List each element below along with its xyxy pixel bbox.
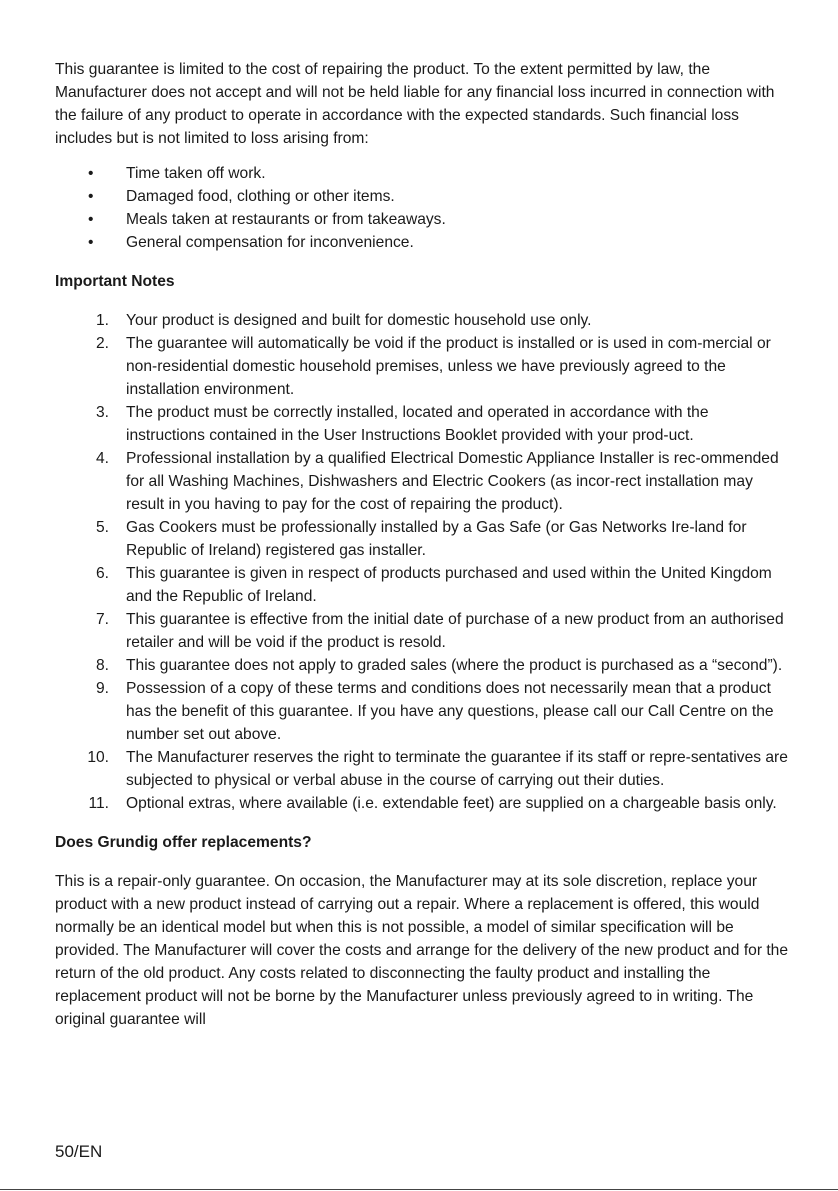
list-item — [55, 792, 790, 815]
list-item-text: Meals taken at restaurants or from takeaways. — [126, 211, 446, 228]
list-item-text: Your product is designed and built for domestic household use only. — [126, 312, 592, 329]
list-item-number: 10. — [87, 749, 109, 766]
list-item — [55, 309, 790, 332]
list-item — [55, 162, 790, 185]
bullet-icon: • — [88, 211, 94, 228]
list-item-text: Time taken off work. — [126, 165, 266, 182]
list-item — [55, 562, 790, 608]
list-item-number: 9. — [95, 680, 109, 697]
list-item — [55, 185, 790, 208]
notes-list — [55, 309, 790, 815]
notes-heading: Important Notes — [55, 273, 175, 290]
list-item — [55, 516, 790, 562]
list-item — [55, 208, 790, 231]
bottom-divider — [0, 1189, 838, 1190]
list-item-text: The product must be correctly installed, located and operated in accordance with the instructions contained in the User Instructions Booklet provided with your prod-uct. — [126, 404, 709, 444]
list-item-text: General compensation for inconvenience. — [126, 234, 414, 251]
bullet-icon: • — [88, 234, 94, 251]
list-item-text: Possession of a copy of these terms and conditions does not necessarily mean that a product has the benefit of this guarantee. If you have any questions, please call our Call Centre on the number set out above. — [126, 680, 774, 743]
list-item-text: This guarantee does not apply to graded sales (where the product is purchased as a “second”). — [126, 657, 783, 674]
loss-list — [55, 162, 790, 254]
list-item-number: 7. — [95, 611, 109, 628]
list-item — [55, 447, 790, 516]
list-item-number: 4. — [95, 450, 109, 467]
list-item-text: This guarantee is effective from the initial date of purchase of a new product from an authorised retailer and will be void if the product is resold. — [126, 611, 784, 651]
list-item — [55, 332, 790, 401]
list-item — [55, 677, 790, 746]
list-item-text: Damaged food, clothing or other items. — [126, 188, 395, 205]
replacements-paragraph: This is a repair-only guarantee. On occasion, the Manufacturer may at its sole discretion, replace your product with a new product instead of carrying out a repair. Where a replacement is offered, this would normally be an identical model but when this is not possible, a model of similar specification will be provided. The Manufacturer will cover the costs and arrange for the delivery of the new product and for the return of the old product. Any costs related to disconnecting the faulty product and installing the replacement product will not be borne by the Manufacturer unless previously agreed to in writing. The original guarantee will — [55, 873, 789, 1028]
bullet-icon: • — [88, 165, 94, 182]
list-item — [55, 746, 790, 792]
list-item-text: The Manufacturer reserves the right to terminate the guarantee if its staff or repre-sentatives are subjected to physical or verbal abuse in the course of carrying out their duties. — [126, 749, 788, 789]
page-number: 50/EN — [55, 1142, 103, 1161]
list-item-number: 2. — [95, 335, 109, 352]
document-page — [55, 58, 790, 1031]
list-item — [55, 401, 790, 447]
list-item-text: Optional extras, where available (i.e. extendable feet) are supplied on a chargeable basis only. — [126, 795, 777, 812]
list-item-number: 5. — [95, 519, 109, 536]
list-item-number: 6. — [95, 565, 109, 582]
list-item — [55, 608, 790, 654]
list-item-number: 3. — [95, 404, 109, 421]
list-item-text: Gas Cookers must be professionally installed by a Gas Safe (or Gas Networks Ire-land for Republic of Ireland) registered gas installer. — [126, 519, 747, 559]
intro-paragraph: This guarantee is limited to the cost of repairing the product. To the extent permitted by law, the Manufacturer does not accept and will not be held liable for any financial loss incurred in connection with the failure of any product to operate in accordance with the expected standards. Such financial loss includes but is not limited to loss arising from: — [55, 61, 775, 147]
list-item-text: The guarantee will automatically be void if the product is installed or is used in com-mercial or non-residential domestic household premises, unless we have previously agreed to the installation environment. — [126, 335, 771, 398]
list-item-number: 8. — [95, 657, 109, 674]
bullet-icon: • — [88, 188, 94, 205]
replacements-heading: Does Grundig offer replacements? — [55, 834, 312, 851]
list-item — [55, 231, 790, 254]
list-item-text: Professional installation by a qualified Electrical Domestic Appliance Installer is rec-ommended for all Washing Machines, Dishwashers and Electric Cookers (as incor-rect installation may result in you having to pay for the cost of repairing the product). — [126, 450, 779, 513]
list-item-number: 11. — [88, 795, 109, 812]
list-item — [55, 654, 790, 677]
list-item-number: 1. — [95, 312, 109, 329]
list-item-text: This guarantee is given in respect of products purchased and used within the United Kingdom and the Republic of Ireland. — [126, 565, 772, 605]
